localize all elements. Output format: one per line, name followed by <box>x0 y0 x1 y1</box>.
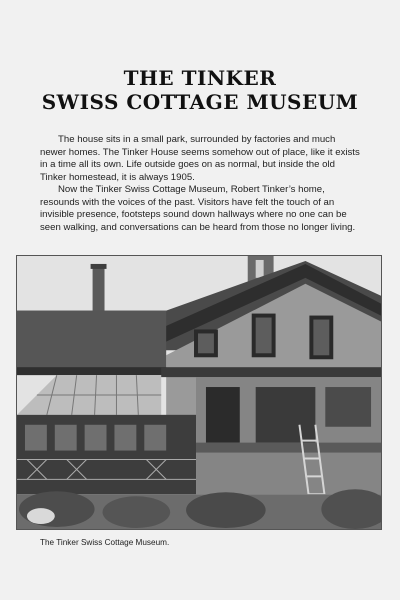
body-text <box>40 134 362 234</box>
museum-photo-illustration <box>17 256 381 529</box>
photo-caption: The Tinker Swiss Cottage Museum. <box>40 538 170 547</box>
paragraph-1: The house sits in a small park, surrounded by factories and much newer homes. The Tinker House seems somehow out of place, like it exists in a time all its own. Life outside goes on as normal, but inside the old Tinker homestead, it is always 1905. <box>40 134 360 183</box>
page-title-line-2: SWISS COTTAGE MUSEUM <box>41 90 359 114</box>
page-title-line-1: THE TINKER <box>123 66 277 90</box>
museum-photo <box>16 255 382 530</box>
paragraph-2: Now the Tinker Swiss Cottage Museum, Robert Tinker’s home, resounds with the voices of the past. Visitors have felt the touch of an invisible presence, footsteps sound down hallways where no one can be seen walking, and conversations can be heard from those no longer living. <box>40 184 356 233</box>
